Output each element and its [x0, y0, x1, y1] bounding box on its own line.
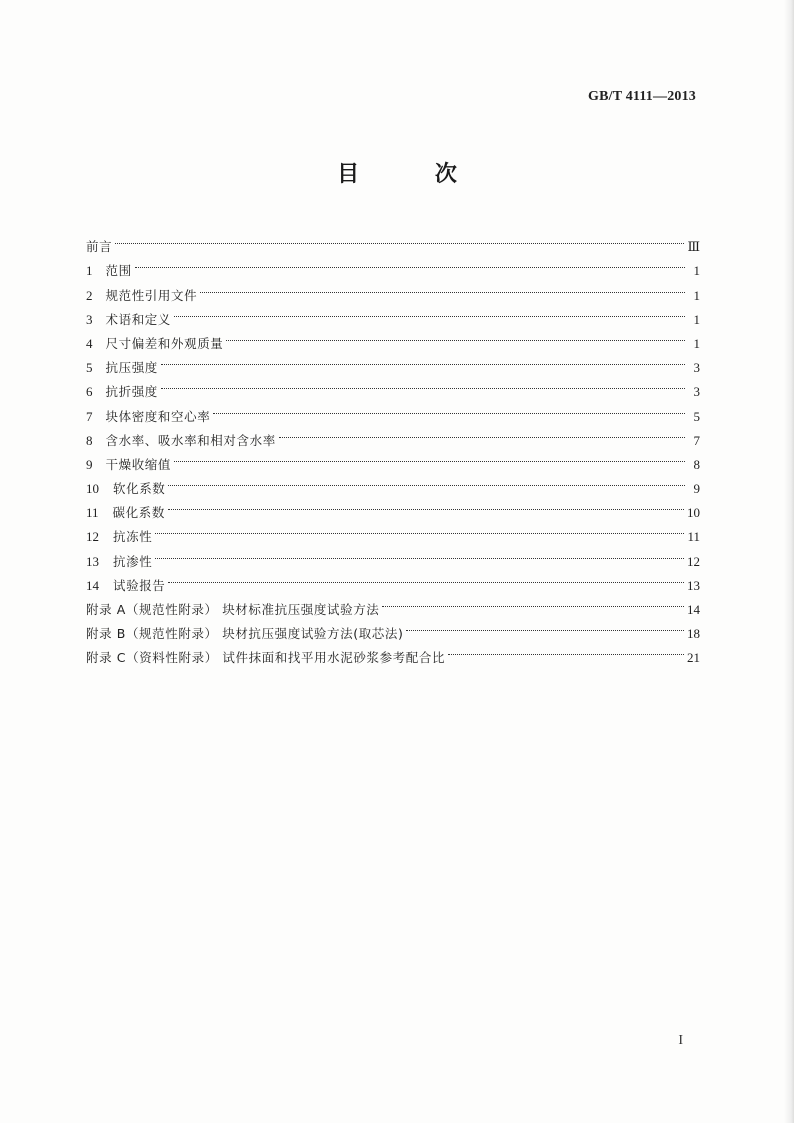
toc-entry-page: 13	[687, 577, 700, 593]
toc-entry-10[interactable]	[86, 469, 700, 497]
dot-leader	[168, 493, 684, 517]
toc-entry-number: 5	[86, 360, 93, 376]
dot-leader	[161, 372, 685, 396]
toc-entry-title: 附录 A（规范性附录） 块材标准抗压强度试验方法	[86, 602, 380, 617]
toc-entry-page: 7	[693, 432, 700, 448]
page-number: I	[678, 1033, 683, 1048]
toc-entry-number: 11	[86, 505, 99, 521]
toc-entry-title: 软化系数	[113, 481, 166, 497]
toc-entry-title: 干燥收缩值	[105, 456, 172, 472]
toc-entry-foreword[interactable]	[86, 227, 700, 255]
standard-code: GB/T 4111—2013	[588, 89, 696, 104]
toc-entry-number: 9	[86, 456, 93, 472]
toc-entry-title: 附录 C（资料性附录） 试件抹面和找平用水泥砂浆参考配合比	[86, 650, 446, 666]
toc-entry-page: 3	[693, 384, 700, 400]
dot-leader	[161, 348, 685, 372]
toc-entry-1[interactable]	[86, 251, 700, 279]
toc-entry-number: 14	[86, 577, 99, 593]
page-title: 目 次	[337, 162, 491, 187]
toc-entry-page: 21	[687, 650, 700, 666]
dot-leader	[155, 541, 684, 565]
dot-leader	[115, 227, 684, 251]
toc-entry-number: 2	[86, 287, 93, 303]
toc-entry-title: 尺寸偏差和外观质量	[105, 335, 224, 351]
toc-entry-page: Ⅲ	[687, 239, 700, 255]
toc-entry-page: 9	[693, 481, 700, 497]
toc-entry-title: 前言	[86, 239, 113, 255]
dot-leader	[155, 517, 684, 541]
toc-entry-page: 8	[693, 456, 700, 472]
toc-entry-6[interactable]	[86, 372, 700, 400]
toc-entry-page: 1	[693, 335, 700, 351]
toc-entry-page: 11	[687, 529, 700, 545]
toc-entry-title: 碳化系数	[112, 505, 165, 521]
toc-entry-title: 术语和定义	[105, 311, 172, 327]
toc-entry-page: 18	[687, 626, 700, 642]
toc-entry-title: 范围	[105, 263, 132, 279]
toc-entry-page: 12	[687, 553, 700, 569]
dot-leader	[382, 590, 684, 614]
dot-leader	[448, 638, 684, 662]
toc-entry-title: 抗渗性	[113, 553, 153, 569]
toc-entry-number: 4	[86, 335, 93, 351]
dot-leader	[226, 324, 685, 348]
toc-entry-title: 抗折强度	[105, 384, 158, 400]
toc-entry-title: 含水率、吸水率和相对含水率	[105, 432, 276, 448]
dot-leader	[174, 445, 685, 469]
toc-entry-number: 6	[86, 384, 93, 400]
toc-entry-page: 14	[687, 602, 700, 617]
table-of-contents	[86, 227, 700, 666]
toc-entry-title: 抗冻性	[113, 529, 153, 545]
toc-entry-title: 试验报告	[113, 577, 166, 593]
toc-entry-page: 1	[693, 311, 700, 327]
toc-entry-7[interactable]	[86, 396, 700, 424]
toc-entry-page: 5	[693, 408, 700, 424]
dot-leader	[135, 251, 685, 275]
toc-entry-4[interactable]	[86, 324, 700, 351]
toc-entry-title: 规范性引用文件	[105, 287, 198, 303]
dot-leader	[213, 396, 685, 420]
dot-leader	[406, 614, 684, 638]
toc-entry-3[interactable]	[86, 300, 700, 327]
toc-entry-number: 10	[86, 481, 99, 497]
toc-entry-12[interactable]	[86, 517, 700, 545]
toc-entry-2[interactable]	[86, 275, 700, 303]
toc-entry-page: 1	[693, 263, 700, 279]
toc-entry-13[interactable]	[86, 541, 700, 569]
toc-entry-9[interactable]	[86, 445, 700, 472]
toc-entry-number: 8	[86, 432, 93, 448]
toc-entry-title: 块体密度和空心率	[105, 408, 211, 424]
toc-entry-page: 10	[687, 505, 700, 521]
toc-entry-page: 3	[693, 360, 700, 376]
dot-leader	[200, 275, 685, 299]
toc-entry-5[interactable]	[86, 348, 700, 376]
dot-leader	[279, 421, 685, 445]
toc-entry-number: 3	[86, 311, 93, 327]
toc-entry-page: 1	[693, 287, 700, 303]
toc-entry-number: 12	[86, 529, 99, 545]
toc-entry-title: 附录 B（规范性附录） 块材抗压强度试验方法(取芯法)	[86, 626, 404, 642]
dot-leader	[174, 300, 685, 324]
toc-entry-appendix-a[interactable]	[86, 590, 700, 617]
toc-entry-number: 1	[86, 263, 93, 279]
dot-leader	[168, 566, 684, 590]
dot-leader	[168, 469, 685, 493]
toc-entry-title: 抗压强度	[105, 360, 158, 376]
toc-entry-number: 13	[86, 553, 99, 569]
toc-entry-11[interactable]	[86, 493, 700, 521]
toc-entry-number: 7	[86, 408, 93, 424]
toc-entry-14[interactable]	[86, 566, 700, 593]
